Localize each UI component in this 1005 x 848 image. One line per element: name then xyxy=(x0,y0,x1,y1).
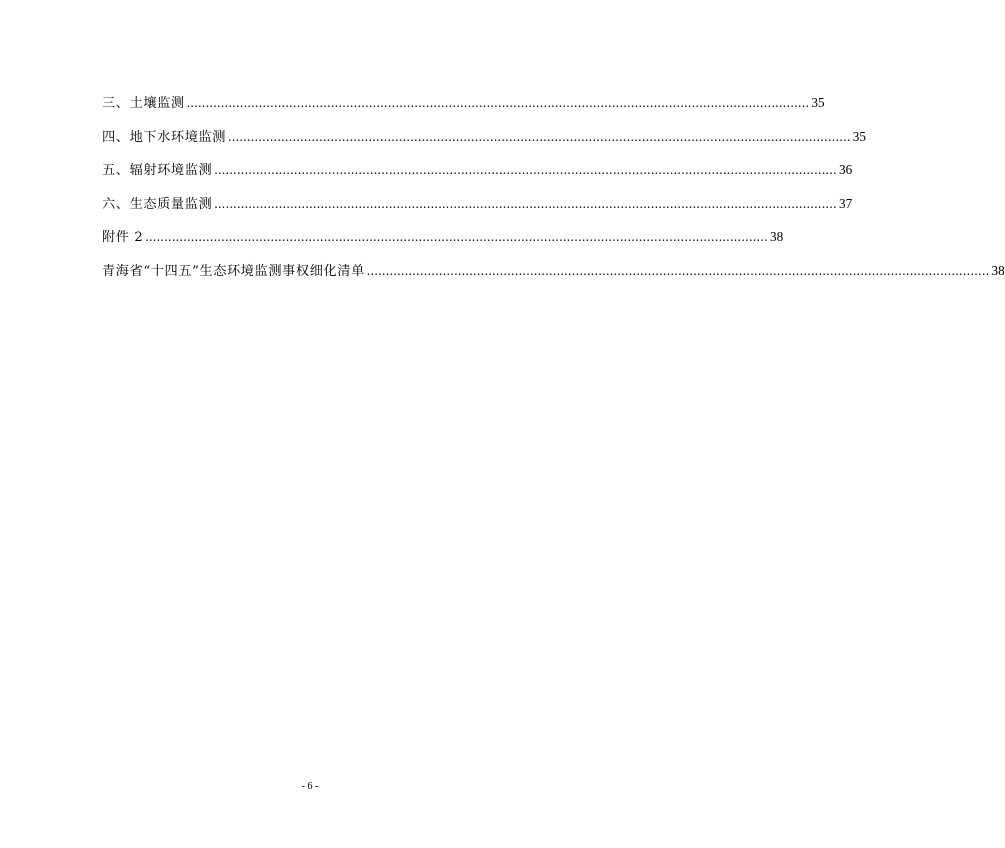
toc-entry-page: 35 xyxy=(852,128,866,144)
page-number: - 6 - xyxy=(301,781,319,792)
toc-entry-page: 35 xyxy=(811,95,825,110)
toc-leader-dots: .................................................................................................................................................................... xyxy=(145,229,769,245)
toc-entry-page: 37 xyxy=(839,195,853,211)
toc-entry-page: 38 xyxy=(991,262,1005,278)
toc-leader-dots: .................................................................................................................................................................... xyxy=(214,195,837,211)
toc-entry-title: 附件 2 xyxy=(102,230,144,246)
toc-leader-dots: .................................................................................................................................................................... xyxy=(366,262,990,278)
table-of-contents xyxy=(102,92,1005,294)
toc-entry-title: 五、辐射环境监测 xyxy=(102,163,213,179)
toc-entry-title: 六、生态质量监测 xyxy=(102,196,213,212)
toc-entry[interactable] xyxy=(102,92,825,126)
toc-entry[interactable] xyxy=(102,126,866,160)
toc-entry-title: 三、土壤监测 xyxy=(102,96,185,111)
toc-leader-dots: .................................................................................................................................................................... xyxy=(228,128,851,144)
toc-entry[interactable] xyxy=(102,226,784,260)
toc-entry[interactable] xyxy=(102,159,853,193)
toc-entry-page: 38 xyxy=(770,229,784,245)
toc-entry-title: 四、地下水环境监测 xyxy=(102,129,227,145)
toc-leader-dots: .................................................................................................................................................................... xyxy=(186,95,810,110)
toc-entry[interactable] xyxy=(102,193,853,227)
toc-entry-title: 青海省“十四五”生态环境监测事权细化清单 xyxy=(102,263,365,279)
toc-entry[interactable] xyxy=(102,260,1005,294)
toc-leader-dots: .................................................................................................................................................................... xyxy=(214,162,837,178)
toc-entry-page: 36 xyxy=(839,162,853,178)
